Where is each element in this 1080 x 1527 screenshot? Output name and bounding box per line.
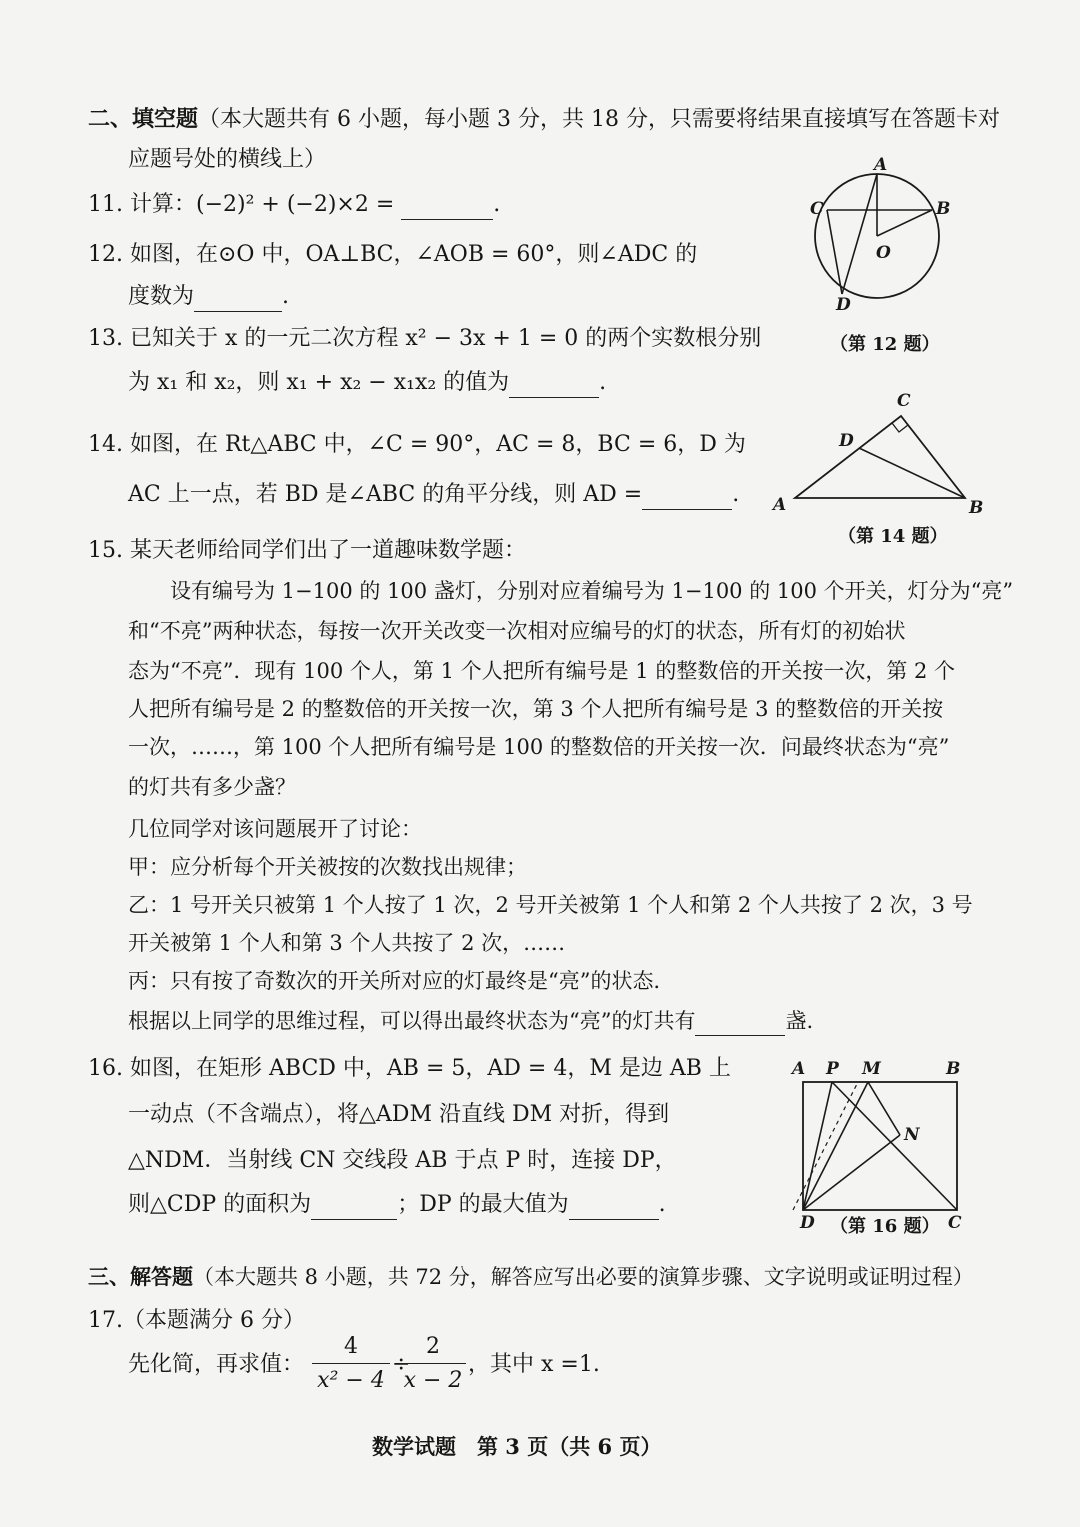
q15-student-yi-line2: 开关被第 1 个人和第 3 个人共按了 2 次，…… bbox=[128, 931, 566, 955]
label-a: A bbox=[874, 155, 888, 175]
label-c: C bbox=[948, 1213, 962, 1233]
segment-ob bbox=[877, 210, 932, 236]
q12-answer-blank[interactable] bbox=[194, 289, 282, 312]
q12-line1 bbox=[88, 240, 697, 270]
label-d: D bbox=[836, 295, 851, 315]
q12-number: 12. bbox=[88, 242, 123, 267]
q17-number: 17. bbox=[88, 1308, 123, 1333]
q11-text: 计算：(−2)² + (−2)×2 = bbox=[130, 192, 395, 217]
label-b: B bbox=[946, 1059, 961, 1079]
q17-frac2-numerator: 2 bbox=[426, 1334, 440, 1359]
q11-end: . bbox=[493, 192, 501, 217]
q14-line2 bbox=[128, 480, 739, 510]
chord-ad bbox=[842, 174, 877, 294]
q16-text-line3: △NDM．当射线 CN 交线段 AB 于点 P 时，连接 DP， bbox=[128, 1148, 677, 1173]
q13-text-line2: 为 x₁ 和 x₂，则 x₁ + x₂ − x₁x₂ 的值为 bbox=[128, 370, 510, 395]
section3-note: （本大题共 8 小题，共 72 分，解答应写出必要的演算步骤、文字说明或证明过程） bbox=[193, 1265, 974, 1289]
q16-text-line4a: 则△CDP 的面积为 bbox=[128, 1192, 312, 1217]
q16-text-line2: 一动点（不含端点），将△ADM 沿直线 DM 对折，得到 bbox=[128, 1102, 670, 1127]
q12-end: . bbox=[282, 284, 290, 309]
q12-text-line2: 度数为 bbox=[128, 284, 195, 309]
q17-suffix: ，其中 x =1. bbox=[468, 1352, 600, 1377]
q13-text-line1: 已知关于 x 的一元二次方程 x² − 3x + 1 = 0 的两个实数根分别 bbox=[130, 326, 762, 351]
section2-header bbox=[88, 104, 1000, 135]
q16-end: . bbox=[658, 1192, 666, 1217]
q15-intro: 某天老师给同学们出了一道趣味数学题： bbox=[130, 538, 527, 563]
q14-answer-blank[interactable] bbox=[642, 487, 732, 510]
section3-header bbox=[88, 1262, 974, 1292]
q17-fraction-1 bbox=[312, 1334, 390, 1393]
q17-header bbox=[88, 1306, 305, 1336]
q17-frac1-numerator: 4 bbox=[344, 1334, 358, 1359]
label-a: A bbox=[792, 1059, 806, 1079]
right-angle-mark bbox=[892, 423, 908, 432]
q14-caption: （第 14 题） bbox=[838, 526, 948, 547]
label-a: A bbox=[773, 495, 787, 515]
segment-dm bbox=[803, 1082, 868, 1210]
label-d: D bbox=[800, 1213, 815, 1233]
q16-answer-blank-1[interactable] bbox=[311, 1197, 397, 1220]
segment-mn bbox=[868, 1082, 900, 1135]
q15-p4: 人把所有编号是 2 的整数倍的开关按一次，第 3 个人把所有编号是 3 的整数倍的开关按 bbox=[128, 697, 944, 721]
label-m: M bbox=[862, 1059, 881, 1079]
q17-frac2-denominator: x − 2 bbox=[403, 1368, 463, 1393]
q15-p2: 和“不亮”两种状态，每按一次开关改变一次相对应编号的灯的状态，所有灯的初始状 bbox=[128, 619, 906, 643]
question-11 bbox=[88, 190, 500, 220]
q15-student-jia: 甲：应分析每个开关被按的次数找出规律； bbox=[128, 855, 527, 879]
q16-line4 bbox=[128, 1190, 666, 1220]
q11-answer-blank[interactable] bbox=[401, 197, 493, 220]
label-n: N bbox=[904, 1125, 920, 1145]
q16-number: 16. bbox=[88, 1056, 123, 1081]
bisector-bd bbox=[859, 448, 965, 498]
q15-intro-line bbox=[88, 536, 526, 566]
q14-end: . bbox=[732, 482, 740, 507]
label-d: D bbox=[839, 431, 854, 451]
label-b: B bbox=[969, 498, 984, 518]
label-o: O bbox=[876, 243, 891, 263]
q15-p3: 态为“不亮”．现有 100 个人，第 1 个人把所有编号是 1 的整数倍的开关按一次，第 2 个 bbox=[128, 659, 956, 683]
q12-circle-figure bbox=[790, 155, 970, 328]
q17-prefix: 先化简，再求值： bbox=[128, 1352, 305, 1377]
label-p: P bbox=[826, 1059, 839, 1079]
q15-end: 盏. bbox=[785, 1009, 814, 1033]
section2-title: 二、填空题 bbox=[88, 106, 199, 132]
q17-frac1-denominator: x² − 4 bbox=[317, 1368, 385, 1393]
q16-line1 bbox=[88, 1054, 731, 1084]
q17-divide-sign: ÷ bbox=[392, 1352, 411, 1377]
q15-p6: 的灯共有多少盏？ bbox=[128, 775, 296, 799]
page-footer: 数学试题 第 3 页（共 6 页） bbox=[372, 1434, 662, 1459]
q16-answer-blank-2[interactable] bbox=[569, 1197, 659, 1220]
q13-end: . bbox=[599, 370, 607, 395]
q17-fraction-2 bbox=[400, 1334, 466, 1393]
q12-text-line1: 如图，在⊙O 中，OA⊥BC，∠AOB = 60°，则∠ADC 的 bbox=[130, 242, 698, 267]
q14-line1 bbox=[88, 430, 746, 460]
q15-discussion-intro: 几位同学对该问题展开了讨论： bbox=[128, 817, 422, 841]
label-b: B bbox=[936, 199, 951, 219]
q13-line1 bbox=[88, 324, 761, 354]
q14-number: 14. bbox=[88, 432, 123, 457]
q16-text-line1: 如图，在矩形 ABCD 中，AB = 5，AD = 4，M 是边 AB 上 bbox=[130, 1056, 731, 1081]
label-c: C bbox=[810, 199, 824, 219]
ray-cp bbox=[832, 1082, 957, 1210]
q16-caption: （第 16 题） bbox=[830, 1216, 940, 1237]
q14-triangle-figure bbox=[765, 388, 995, 518]
q15-number: 15. bbox=[88, 538, 123, 563]
section3-title: 三、解答题 bbox=[88, 1264, 193, 1289]
q15-student-bing: 丙：只有按了奇数次的开关所对应的灯最终是“亮”的状态． bbox=[128, 969, 675, 993]
q15-p1: 设有编号为 1−100 的 100 盏灯，分别对应着编号为 1−100 的 100 个开关，灯分为“亮” bbox=[170, 579, 1014, 603]
q13-line2 bbox=[128, 368, 606, 398]
q15-answer-blank[interactable] bbox=[695, 1013, 785, 1036]
q13-number: 13. bbox=[88, 326, 123, 351]
q13-answer-blank[interactable] bbox=[509, 375, 599, 398]
section2-note-line1: （本大题共有 6 小题，每小题 3 分，共 18 分，只需要将结果直接填写在答题卡对 bbox=[198, 107, 1000, 132]
q14-text-line2: AC 上一点，若 BD 是∠ABC 的角平分线，则 AD = bbox=[128, 482, 643, 507]
q15-p5: 一次，……，第 100 个人把所有编号是 100 的整数倍的开关按一次．问最终状态为“亮” bbox=[128, 735, 950, 759]
q12-caption: （第 12 题） bbox=[830, 334, 940, 355]
q15-conclusion bbox=[128, 1006, 813, 1036]
q12-line2 bbox=[128, 282, 289, 312]
q15-conclusion-text: 根据以上同学的思维过程，可以得出最终状态为“亮”的灯共有 bbox=[128, 1009, 696, 1033]
q16-text-line4b: ；DP 的最大值为 bbox=[397, 1192, 569, 1217]
q14-text-line1: 如图，在 Rt△ABC 中，∠C = 90°，AC = 8，BC = 6，D 为 bbox=[130, 432, 746, 457]
q15-student-yi-line1: 乙：1 号开关只被第 1 个人按了 1 次，2 号开关被第 1 个人和第 2 个人共按了 2 次，3 号 bbox=[128, 893, 973, 917]
q17-score: （本题满分 6 分） bbox=[123, 1308, 305, 1333]
q11-number: 11. bbox=[88, 192, 123, 217]
label-c: C bbox=[897, 391, 911, 411]
section2-note-line2: 应题号处的横线上） bbox=[128, 147, 327, 172]
